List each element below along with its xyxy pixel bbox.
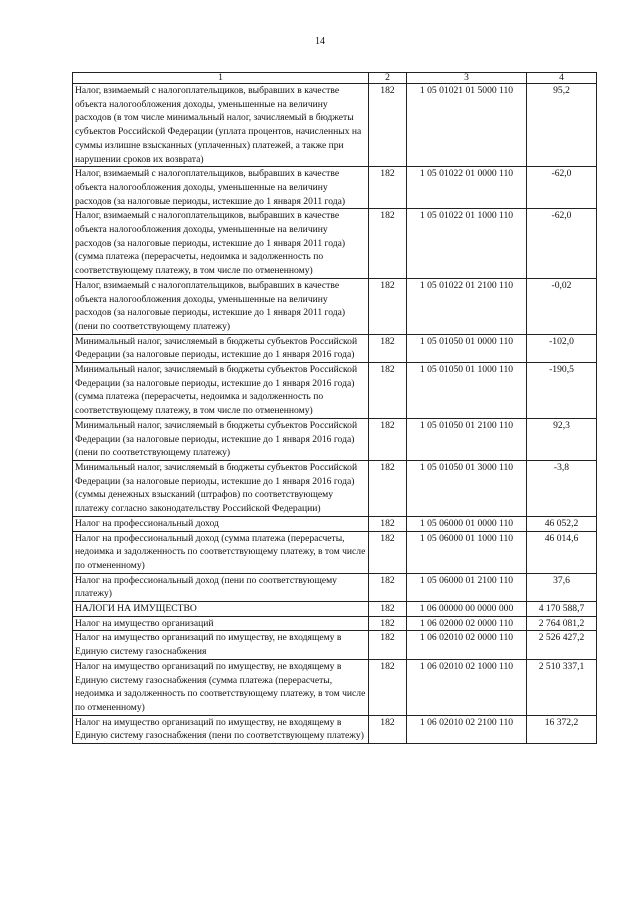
table-row — [73, 209, 597, 279]
table-row — [73, 715, 597, 743]
row-name-cell: Налог на имущество организаций по имуществу, не входящему в Единую систему газоснабжения (пени по соответствующему платежу) — [73, 715, 369, 743]
row-admin-code-cell: 182 — [369, 84, 407, 167]
table-row — [73, 334, 597, 362]
row-amount-cell: 4 170 588,7 — [527, 602, 597, 617]
row-kbk-cell: 1 05 01022 01 1000 110 — [407, 209, 527, 279]
row-kbk-cell: 1 05 01050 01 2100 110 — [407, 418, 527, 460]
header-col-3: 3 — [407, 73, 527, 84]
row-admin-code-cell: 182 — [369, 167, 407, 209]
row-name-cell: Налог, взимаемый с налогоплательщиков, выбравших в качестве объекта налогообложения доходы, уменьшенные на величину расходов (за налоговые периоды, истекшие до 1 января 2011 года) — [73, 167, 369, 209]
row-amount-cell: -102,0 — [527, 334, 597, 362]
table-row — [73, 659, 597, 715]
row-amount-cell: -3,8 — [527, 460, 597, 516]
table-row — [73, 460, 597, 516]
row-amount-cell: 95,2 — [527, 84, 597, 167]
row-admin-code-cell: 182 — [369, 659, 407, 715]
table-row — [73, 84, 597, 167]
row-kbk-cell: 1 05 06000 01 0000 110 — [407, 516, 527, 531]
row-admin-code-cell: 182 — [369, 631, 407, 659]
row-admin-code-cell: 182 — [369, 573, 407, 601]
row-name-cell: Минимальный налог, зачисляемый в бюджеты субъектов Российской Федерации (за налоговые периоды, истекшие до 1 января 2016 года) — [73, 334, 369, 362]
row-name-cell: Налог на профессиональный доход (пени по соответствующему платежу) — [73, 573, 369, 601]
row-name-cell: Налог, взимаемый с налогоплательщиков, выбравших в качестве объекта налогообложения доходы, уменьшенные на величину расходов (за налоговые периоды, истекшие до 1 января 2011 года) (пени по соответствующему платежу) — [73, 278, 369, 334]
row-kbk-cell: 1 06 02010 02 2100 110 — [407, 715, 527, 743]
table-row — [73, 531, 597, 573]
table-row — [73, 631, 597, 659]
row-name-cell: Налог на имущество организаций — [73, 616, 369, 631]
row-name-cell: Минимальный налог, зачисляемый в бюджеты субъектов Российской Федерации (за налоговые периоды, истекшие до 1 января 2016 года) (сумма платежа (перерасчеты, недоимка и задолженность по соответствующему платежу, в том числе по отмененному) — [73, 363, 369, 419]
table-row — [73, 602, 597, 617]
row-amount-cell: -62,0 — [527, 167, 597, 209]
row-amount-cell: 46 052,2 — [527, 516, 597, 531]
page-number: 14 — [315, 36, 325, 47]
budget-revenue-table — [72, 72, 597, 744]
row-admin-code-cell: 182 — [369, 278, 407, 334]
row-name-cell: Налог, взимаемый с налогоплательщиков, выбравших в качестве объекта налогообложения доходы, уменьшенные на величину расходов (за налоговые периоды, истекшие до 1 января 2011 года) (сумма платежа (перерасчеты, недоимка и задолженность по соответствующему платежу, в том числе по отмененному) — [73, 209, 369, 279]
table-row — [73, 616, 597, 631]
row-kbk-cell: 1 05 01022 01 2100 110 — [407, 278, 527, 334]
header-col-2: 2 — [369, 73, 407, 84]
row-admin-code-cell: 182 — [369, 602, 407, 617]
table-row — [73, 363, 597, 419]
row-amount-cell: 16 372,2 — [527, 715, 597, 743]
header-col-4: 4 — [527, 73, 597, 84]
row-admin-code-cell: 182 — [369, 531, 407, 573]
row-name-cell: Налог на имущество организаций по имуществу, не входящему в Единую систему газоснабжения (сумма платежа (перерасчеты, недоимка и задолженность по соответствующему платежу, в том числе по отмененному) — [73, 659, 369, 715]
table-row — [73, 167, 597, 209]
row-kbk-cell: 1 05 01050 01 1000 110 — [407, 363, 527, 419]
row-admin-code-cell: 182 — [369, 363, 407, 419]
row-amount-cell: 46 014,6 — [527, 531, 597, 573]
row-name-cell: НАЛОГИ НА ИМУЩЕСТВО — [73, 602, 369, 617]
row-admin-code-cell: 182 — [369, 209, 407, 279]
row-name-cell: Налог на профессиональный доход (сумма платежа (перерасчеты, недоимка и задолженность по соответствующему платежу, в том числе по отмененному) — [73, 531, 369, 573]
row-kbk-cell: 1 05 06000 01 2100 110 — [407, 573, 527, 601]
row-admin-code-cell: 182 — [369, 418, 407, 460]
row-amount-cell: -62,0 — [527, 209, 597, 279]
row-name-cell: Минимальный налог, зачисляемый в бюджеты субъектов Российской Федерации (за налоговые периоды, истекшие до 1 января 2016 года) (пени по соответствующему платежу) — [73, 418, 369, 460]
row-amount-cell: 37,6 — [527, 573, 597, 601]
row-kbk-cell: 1 05 01021 01 5000 110 — [407, 84, 527, 167]
row-kbk-cell: 1 05 06000 01 1000 110 — [407, 531, 527, 573]
row-kbk-cell: 1 05 01050 01 0000 110 — [407, 334, 527, 362]
row-admin-code-cell: 182 — [369, 715, 407, 743]
row-name-cell: Налог на имущество организаций по имуществу, не входящему в Единую систему газоснабжения — [73, 631, 369, 659]
row-kbk-cell: 1 05 01050 01 3000 110 — [407, 460, 527, 516]
row-amount-cell: 2 764 081,2 — [527, 616, 597, 631]
row-name-cell: Налог, взимаемый с налогоплательщиков, выбравших в качестве объекта налогообложения доходы, уменьшенные на величину расходов (в том числе минимальный налог, зачисляемый в бюджеты субъектов Российской Федерации (уплата процентов, начисленных на суммы излишне взысканных (уплаченных) платежей, а также при нарушении сроков их возврата) — [73, 84, 369, 167]
row-kbk-cell: 1 06 02000 02 0000 110 — [407, 616, 527, 631]
table-row — [73, 278, 597, 334]
row-amount-cell: 92,3 — [527, 418, 597, 460]
row-admin-code-cell: 182 — [369, 516, 407, 531]
row-admin-code-cell: 182 — [369, 616, 407, 631]
row-admin-code-cell: 182 — [369, 460, 407, 516]
row-kbk-cell: 1 06 02010 02 0000 110 — [407, 631, 527, 659]
header-col-1: 1 — [73, 73, 369, 84]
table-row — [73, 516, 597, 531]
header-row — [73, 73, 597, 84]
row-admin-code-cell: 182 — [369, 334, 407, 362]
row-amount-cell: -190,5 — [527, 363, 597, 419]
row-amount-cell: -0,02 — [527, 278, 597, 334]
row-amount-cell: 2 526 427,2 — [527, 631, 597, 659]
row-amount-cell: 2 510 337,1 — [527, 659, 597, 715]
row-kbk-cell: 1 05 01022 01 0000 110 — [407, 167, 527, 209]
row-kbk-cell: 1 06 00000 00 0000 000 — [407, 602, 527, 617]
row-name-cell: Налог на профессиональный доход — [73, 516, 369, 531]
table-row — [73, 573, 597, 601]
table-row — [73, 418, 597, 460]
row-kbk-cell: 1 06 02010 02 1000 110 — [407, 659, 527, 715]
row-name-cell: Минимальный налог, зачисляемый в бюджеты субъектов Российской Федерации (за налоговые периоды, истекшие до 1 января 2016 года) (суммы денежных взысканий (штрафов) по соответствующему платежу согласно законодательству Российской Федерации) — [73, 460, 369, 516]
